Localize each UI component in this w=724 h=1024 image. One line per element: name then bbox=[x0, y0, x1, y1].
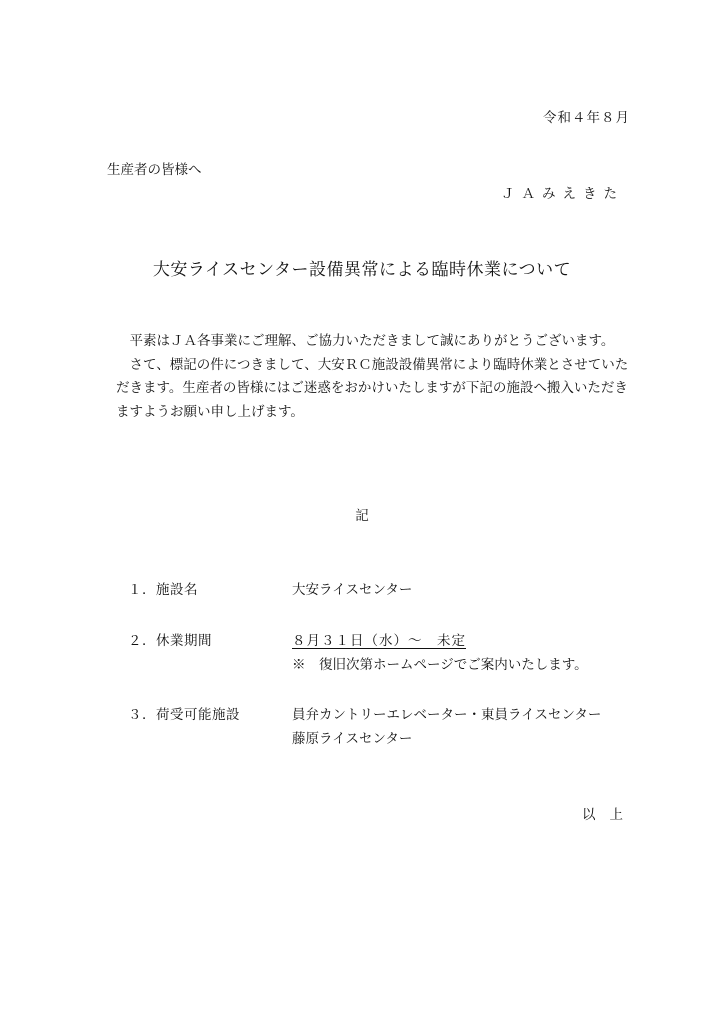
item-period-value: ８月３１日（水）～ 未定 bbox=[292, 633, 466, 649]
item-period-note: ※ 復旧次第ホームページでご案内いたします。 bbox=[292, 657, 588, 673]
sender-name: ＪＡみえきた bbox=[501, 186, 624, 202]
item-alternatives-value-1: 員弁カントリーエレベーター・東員ライスセンター bbox=[292, 707, 602, 723]
document-title: 大安ライスセンター設備異常による臨時休業について bbox=[152, 260, 572, 280]
body-paragraph-greeting: 平素はＪＡ各事業にご理解、ご協力いただきまして誠にありがとうございます。 bbox=[129, 333, 615, 349]
body-paragraph-notice: さて、標記の件につきまして、大安ＲＣ施設設備異常により臨時休業とさせていただきます。生産者の皆様にはご迷惑をおかけいたしますが下記の施設へ搬入いただきますようお願い申し上げます。 bbox=[116, 356, 629, 420]
body-text bbox=[116, 330, 636, 424]
item-period-label: ２．休業期間 bbox=[128, 633, 212, 649]
item-alternatives-value-2: 藤原ライスセンター bbox=[292, 731, 413, 747]
ki-heading: 記 bbox=[355, 508, 369, 524]
document-date: 令和４年８月 bbox=[543, 110, 630, 126]
closing-ijo: 以上 bbox=[582, 807, 637, 823]
item-facility-value: 大安ライスセンター bbox=[292, 582, 413, 598]
item-alternatives-label: ３．荷受可能施設 bbox=[128, 707, 240, 723]
item-facility-label: １．施設名 bbox=[128, 582, 198, 598]
recipient-line: 生産者の皆様へ bbox=[107, 162, 202, 178]
